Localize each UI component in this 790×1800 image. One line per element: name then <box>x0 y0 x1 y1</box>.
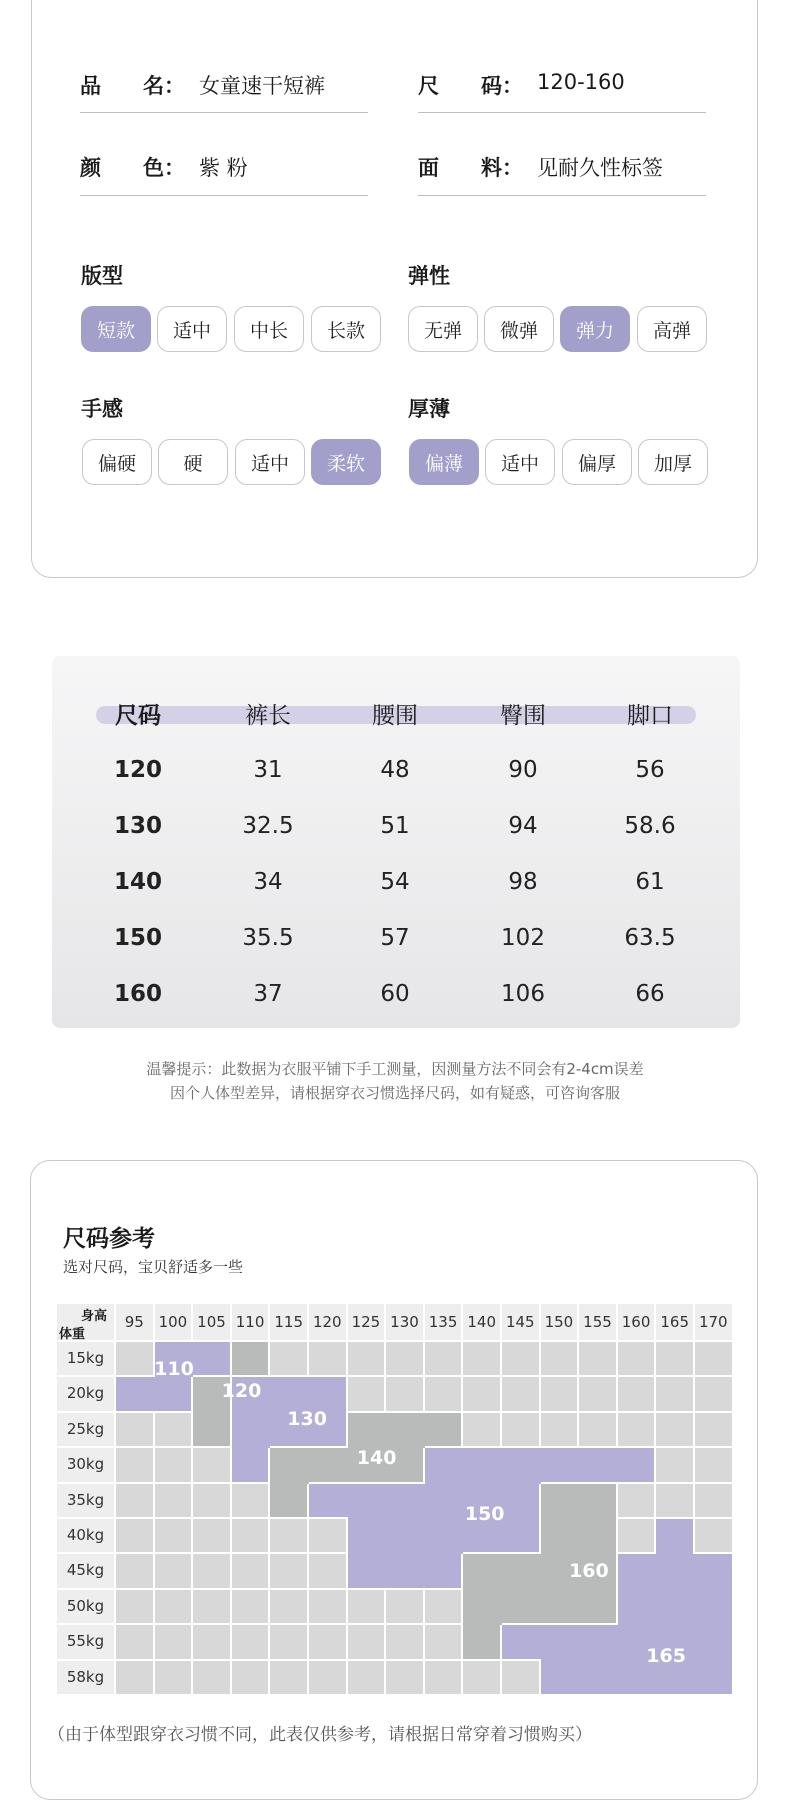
size-region-cell <box>502 1448 541 1483</box>
weight-label-cell: 25kg <box>57 1413 114 1446</box>
grid-cell <box>116 1590 153 1623</box>
option-pill[interactable]: 适中 <box>235 439 305 485</box>
size-region-cell <box>386 1554 425 1587</box>
name-label: 品 名： <box>80 74 185 98</box>
grid-cell <box>155 1590 192 1623</box>
grid-cell <box>155 1554 192 1587</box>
grid-cell <box>193 1661 230 1694</box>
table-cell: 37 <box>253 981 283 1007</box>
size-region-cell <box>656 1554 695 1589</box>
attr-title-fit: 版型 <box>81 264 123 288</box>
weight-label-cell: 58kg <box>57 1661 114 1694</box>
size-region-cell <box>425 1484 464 1519</box>
size-region-cell <box>232 1448 269 1481</box>
table-cell: 56 <box>635 757 665 783</box>
table-cell: 98 <box>508 869 538 895</box>
table-cell: 32.5 <box>242 813 294 839</box>
grid-cell <box>579 1377 616 1410</box>
size-region-cell <box>386 1484 425 1519</box>
grid-cell <box>386 1342 423 1375</box>
grid-cell <box>695 1342 732 1375</box>
size-region-cell <box>463 1625 500 1658</box>
grid-cell <box>270 1661 307 1694</box>
grid-cell <box>502 1342 539 1375</box>
grid-cell <box>502 1377 539 1410</box>
size-value: 120-160 <box>537 70 625 94</box>
height-header-cell: 95 <box>116 1304 153 1340</box>
grid-cell <box>463 1661 500 1694</box>
grid-cell <box>386 1377 423 1410</box>
size-region-cell <box>232 1342 269 1375</box>
option-pill[interactable]: 柔软 <box>311 439 381 485</box>
size-region-cell <box>695 1590 732 1625</box>
size-region-cell <box>348 1413 387 1448</box>
grid-cell <box>618 1484 655 1517</box>
size-region-cell <box>541 1519 580 1554</box>
grid-cell <box>502 1661 539 1694</box>
weight-label-cell: 35kg <box>57 1484 114 1517</box>
table-cell: 48 <box>380 757 410 783</box>
grid-cell <box>386 1625 423 1658</box>
grid-cell <box>695 1484 732 1517</box>
size-region-label: 150 <box>464 1503 505 1526</box>
grid-cell <box>116 1448 153 1481</box>
size-region-cell <box>579 1448 618 1481</box>
divider <box>418 112 706 113</box>
grid-cell <box>116 1519 153 1552</box>
table-cell: 106 <box>501 981 545 1007</box>
grid-cell <box>656 1413 693 1446</box>
weight-label-cell: 20kg <box>57 1377 114 1410</box>
size-region-cell <box>386 1413 425 1448</box>
grid-cell <box>193 1484 230 1517</box>
grid-cell <box>193 1554 230 1587</box>
table-header-cell: 腰围 <box>372 703 418 729</box>
table-cell: 120 <box>113 757 162 783</box>
size-region-cell <box>695 1554 732 1589</box>
table-cell: 102 <box>501 925 545 951</box>
option-pill[interactable]: 弹力 <box>560 306 630 352</box>
grid-cell <box>425 1342 462 1375</box>
table-cell: 31 <box>253 757 283 783</box>
grid-cell <box>348 1661 385 1694</box>
grid-cell <box>309 1342 346 1375</box>
size-region-cell <box>579 1625 618 1660</box>
grid-cell <box>618 1342 655 1375</box>
grid-cell <box>270 1519 307 1552</box>
table-header-cell: 臀围 <box>500 703 546 729</box>
weight-label-cell: 45kg <box>57 1554 114 1587</box>
size-region-cell <box>116 1377 155 1410</box>
size-region-cell <box>541 1590 580 1623</box>
attr-title-elasticity: 弹性 <box>408 264 450 288</box>
table-cell: 61 <box>635 869 665 895</box>
weight-label-cell: 15kg <box>57 1342 114 1375</box>
grid-cell <box>695 1413 732 1446</box>
table-cell: 63.5 <box>624 925 676 951</box>
size-region-cell <box>348 1484 387 1519</box>
grid-cell <box>232 1661 269 1694</box>
table-header-cell: 尺码 <box>115 703 161 729</box>
grid-cell <box>656 1342 693 1375</box>
size-region-cell <box>425 1413 462 1446</box>
height-header-cell: 120 <box>309 1304 346 1340</box>
measure-note-line2: 因个人体型差异，请根据穿衣习惯选择尺码，如有疑惑，可咨询客服 <box>169 1084 620 1102</box>
size-region-cell <box>541 1484 580 1519</box>
divider <box>80 112 368 113</box>
option-pill[interactable]: 无弹 <box>408 306 478 352</box>
size-region-cell <box>656 1590 695 1625</box>
size-region-cell <box>425 1519 464 1554</box>
height-header-cell: 110 <box>232 1304 269 1340</box>
size-region-cell <box>232 1413 271 1448</box>
table-cell: 58.6 <box>624 813 676 839</box>
option-pill[interactable]: 中长 <box>234 306 304 352</box>
grid-cell <box>463 1413 500 1446</box>
option-pill[interactable]: 加厚 <box>638 439 708 485</box>
size-region-cell <box>579 1519 616 1554</box>
grid-cell <box>155 1484 192 1517</box>
size-region-cell <box>541 1661 580 1694</box>
grid-cell <box>155 1413 192 1446</box>
reference-subtitle: 选对尺码，宝贝舒适多一些 <box>63 1258 244 1276</box>
grid-cell <box>116 1413 153 1446</box>
size-region-cell <box>193 1342 230 1375</box>
grid-corner-cell <box>57 1304 114 1340</box>
grid-cell <box>618 1413 655 1446</box>
size-region-cell <box>695 1625 732 1660</box>
option-pill[interactable]: 适中 <box>157 306 227 352</box>
size-region-cell <box>425 1554 462 1587</box>
size-region-cell <box>270 1484 307 1517</box>
size-region-cell <box>579 1590 616 1623</box>
table-cell: 66 <box>635 981 665 1007</box>
height-header-cell: 165 <box>656 1304 693 1340</box>
grid-cell <box>270 1342 307 1375</box>
size-label: 尺 码： <box>418 74 523 98</box>
grid-cell <box>579 1342 616 1375</box>
table-cell: 130 <box>113 813 162 839</box>
grid-cell <box>155 1661 192 1694</box>
height-header-cell: 145 <box>502 1304 539 1340</box>
height-header-cell: 135 <box>425 1304 462 1340</box>
attr-title-thickness: 厚薄 <box>408 397 450 421</box>
table-cell: 140 <box>113 869 162 895</box>
grid-cell <box>232 1625 269 1658</box>
grid-cell <box>695 1377 732 1410</box>
grid-cell <box>270 1625 307 1658</box>
grid-cell <box>193 1519 230 1552</box>
grid-cell <box>193 1625 230 1658</box>
attr-title-feel: 手感 <box>81 397 123 421</box>
grid-cell <box>270 1554 307 1587</box>
table-cell: 35.5 <box>242 925 294 951</box>
size-region-cell <box>502 1554 541 1589</box>
grid-cell <box>232 1590 269 1623</box>
option-pill[interactable]: 长款 <box>311 306 381 352</box>
size-region-cell <box>502 1519 539 1552</box>
grid-cell <box>425 1625 462 1658</box>
size-region-cell <box>618 1590 657 1625</box>
grid-cell <box>348 1590 385 1623</box>
grid-cell <box>618 1519 655 1552</box>
size-region-cell <box>463 1448 502 1483</box>
height-header-cell: 150 <box>541 1304 578 1340</box>
table-cell: 160 <box>113 981 162 1007</box>
table-cell: 90 <box>508 757 538 783</box>
grid-cell <box>695 1448 732 1481</box>
grid-cell <box>541 1342 578 1375</box>
grid-cell <box>502 1413 539 1446</box>
size-region-cell <box>618 1448 655 1481</box>
table-cell: 150 <box>113 925 162 951</box>
size-region-label: 160 <box>569 1560 609 1583</box>
table-header-cell: 脚口 <box>627 703 673 729</box>
height-header-cell: 125 <box>348 1304 385 1340</box>
height-header-cell: 140 <box>463 1304 500 1340</box>
size-region-cell <box>541 1625 580 1660</box>
table-cell: 57 <box>380 925 410 951</box>
weight-axis-label: 体重 <box>59 1327 86 1340</box>
size-region-cell <box>463 1590 502 1625</box>
table-cell: 34 <box>253 869 283 895</box>
grid-cell <box>155 1448 192 1481</box>
size-region-cell <box>348 1519 387 1554</box>
grid-cell <box>193 1590 230 1623</box>
weight-label-cell: 50kg <box>57 1590 114 1623</box>
size-region-label: 120 <box>221 1379 262 1402</box>
grid-cell <box>155 1625 192 1658</box>
height-header-cell: 130 <box>386 1304 423 1340</box>
weight-label-cell: 40kg <box>57 1519 114 1552</box>
option-pill[interactable]: 短款 <box>81 306 151 352</box>
size-region-cell <box>425 1448 464 1483</box>
grid-cell <box>386 1661 423 1694</box>
grid-cell <box>232 1519 269 1552</box>
grid-cell <box>270 1590 307 1623</box>
reference-title: 尺码参考 <box>63 1226 155 1252</box>
option-pill[interactable]: 偏硬 <box>82 439 152 485</box>
grid-cell <box>116 1554 153 1587</box>
size-region-cell <box>502 1484 539 1519</box>
size-region-cell <box>579 1661 618 1694</box>
size-region-cell <box>695 1661 732 1694</box>
grid-cell <box>425 1661 462 1694</box>
grid-cell <box>425 1590 462 1623</box>
grid-cell <box>425 1377 462 1410</box>
height-header-cell: 155 <box>579 1304 616 1340</box>
option-pill[interactable]: 硬 <box>158 439 228 485</box>
grid-cell <box>579 1413 616 1446</box>
size-region-cell <box>502 1590 541 1623</box>
size-region-cell <box>386 1519 425 1554</box>
size-region-cell <box>656 1519 693 1554</box>
grid-cell <box>656 1484 693 1517</box>
fabric-value: 见耐久性标签 <box>537 156 663 180</box>
grid-cell <box>116 1342 153 1375</box>
grid-cell <box>656 1377 693 1410</box>
grid-cell <box>541 1377 578 1410</box>
height-header-cell: 160 <box>618 1304 655 1340</box>
size-region-label: 110 <box>154 1358 194 1381</box>
grid-cell <box>232 1484 269 1517</box>
option-pill[interactable]: 偏薄 <box>409 439 479 485</box>
size-region-label: 165 <box>646 1645 686 1668</box>
grid-cell <box>309 1625 346 1658</box>
divider <box>80 195 368 196</box>
name-value: 女童速干短裤 <box>199 74 325 98</box>
height-axis-label: 身高 <box>81 1309 108 1324</box>
size-region-cell <box>348 1554 387 1587</box>
grid-cell <box>386 1590 423 1623</box>
size-region-cell <box>193 1413 230 1446</box>
height-header-cell: 100 <box>155 1304 192 1340</box>
size-region-cell <box>270 1448 309 1483</box>
option-pill[interactable]: 适中 <box>485 439 555 485</box>
option-pill[interactable]: 微弹 <box>484 306 554 352</box>
weight-label-cell: 55kg <box>57 1625 114 1658</box>
grid-cell <box>348 1377 385 1410</box>
table-cell: 94 <box>508 813 538 839</box>
grid-cell <box>116 1484 153 1517</box>
grid-cell <box>232 1554 269 1587</box>
height-header-cell: 105 <box>193 1304 230 1340</box>
grid-cell <box>309 1661 346 1694</box>
size-region-label: 130 <box>287 1407 327 1430</box>
grid-cell <box>309 1554 346 1587</box>
size-region-cell <box>541 1448 580 1481</box>
size-region-cell <box>463 1554 502 1589</box>
grid-cell <box>463 1377 500 1410</box>
grid-cell <box>541 1413 578 1446</box>
measure-note-line1: 温馨提示：此数据为衣服平铺下手工测量，因测量方法不同会有2-4cm误差 <box>146 1060 644 1078</box>
option-pill[interactable]: 高弹 <box>637 306 707 352</box>
color-value: 紫 粉 <box>199 156 248 180</box>
grid-cell <box>348 1342 385 1375</box>
size-region-cell <box>155 1377 192 1410</box>
size-region-label: 140 <box>356 1446 397 1469</box>
size-region-cell <box>579 1484 616 1519</box>
table-cell: 54 <box>380 869 410 895</box>
table-header-cell: 裤长 <box>245 703 291 729</box>
grid-cell <box>656 1448 693 1481</box>
grid-cell <box>309 1590 346 1623</box>
table-cell: 51 <box>380 813 410 839</box>
size-region-cell <box>309 1484 348 1517</box>
grid-cell <box>116 1661 153 1694</box>
grid-cell <box>348 1625 385 1658</box>
grid-cell <box>463 1342 500 1375</box>
grid-cell <box>116 1625 153 1658</box>
reference-footnote: （由于体型跟穿衣习惯不同，此表仅供参考，请根据日常穿着习惯购买） <box>48 1725 592 1745</box>
table-cell: 60 <box>380 981 410 1007</box>
grid-cell <box>309 1519 346 1552</box>
divider <box>418 195 706 196</box>
size-region-cell <box>502 1625 541 1658</box>
grid-cell <box>695 1519 732 1552</box>
option-pill[interactable]: 偏厚 <box>562 439 632 485</box>
grid-cell <box>155 1519 192 1552</box>
height-header-cell: 170 <box>695 1304 732 1340</box>
grid-cell <box>193 1448 230 1481</box>
grid-cell <box>618 1377 655 1410</box>
weight-label-cell: 30kg <box>57 1448 114 1481</box>
height-header-cell: 115 <box>270 1304 307 1340</box>
fabric-label: 面 料： <box>418 156 523 180</box>
color-label: 颜 色： <box>80 156 185 180</box>
size-region-cell <box>618 1554 657 1589</box>
size-region-cell <box>309 1448 348 1481</box>
